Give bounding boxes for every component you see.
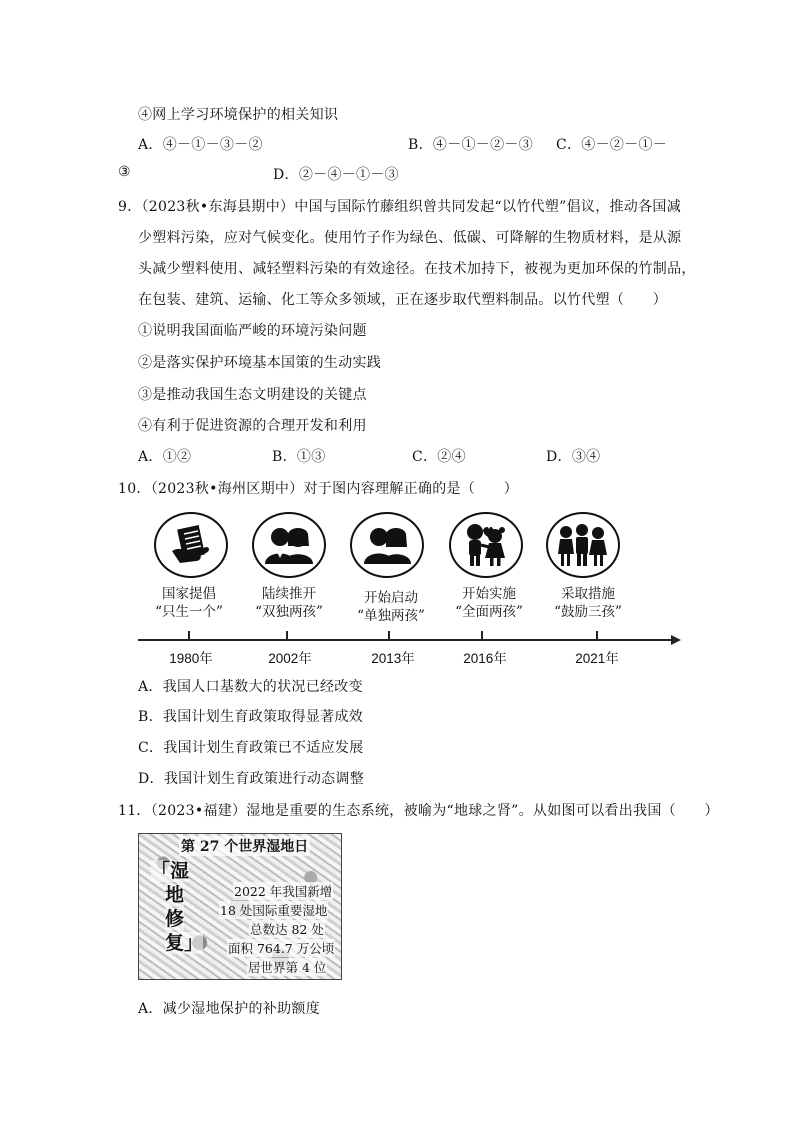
q9-stem-line-4: 在包装、建筑、运输、化工等众多领域，正在逐步取代塑料制品。以竹代塑（ ） — [138, 292, 668, 308]
q8-option-a: A．④－①－③－② — [138, 137, 263, 153]
q9-item-3: ③是推动我国生态文明建设的关键点 — [138, 387, 367, 403]
poster-big-text: 地 — [165, 884, 185, 906]
couple-icon — [350, 512, 424, 578]
q8-item-4: ④网上学习环境保护的相关知识 — [138, 107, 339, 123]
timeline-caption-4: 开始实施 — [462, 586, 516, 602]
timeline-year-2013: 2013年 — [371, 651, 415, 666]
q9-item-1: ①说明我国面临严峻的环境污染问题 — [138, 323, 367, 339]
q8-option-b: B．④－①－②－③ — [408, 137, 533, 153]
q10-stem: 10．（2023秋•海州区期中）对于图内容理解正确的是（ ） — [118, 481, 518, 497]
timeline-year-2016: 2016年 — [463, 651, 507, 666]
timeline-year-2021: 2021年 — [575, 651, 619, 666]
q11-option-a: A．减少湿地保护的补助额度 — [138, 1001, 321, 1017]
q11-stem: 11．（2023•福建）湿地是重要的生态系统，被喻为“地球之肾”。从如图可以看出我国（ ） — [118, 803, 719, 819]
couple-icon — [252, 512, 326, 578]
timeline-year-1980: 1980年 — [169, 651, 213, 666]
q8-option-c-cont: ③ — [118, 164, 131, 180]
poster-line: 居世界第 4 位 — [248, 960, 327, 975]
timeline-caption-3: 开始启动 — [364, 590, 418, 606]
timeline-tick — [481, 631, 483, 640]
q9-option-c: C．②④ — [412, 449, 466, 465]
timeline-caption-3-policy: “单独两孩” — [357, 608, 425, 624]
timeline-caption-5-policy: “鼓励三孩” — [554, 604, 622, 620]
timeline-arrow-icon — [671, 635, 681, 645]
poster-line: 总数达 82 处 — [250, 922, 324, 937]
timeline-year-2002: 2002年 — [268, 651, 312, 666]
q10-option-b: B．我国计划生育政策取得显著成效 — [138, 709, 364, 725]
timeline-caption-4-policy: “全面两孩” — [455, 604, 523, 620]
poster-line: 18 处国际重要湿地 — [220, 903, 328, 918]
timeline-tick — [596, 631, 598, 640]
q9-item-4: ④有利于促进资源的合理开发和利用 — [138, 418, 367, 434]
q10-option-d: D．我国计划生育政策进行动态调整 — [138, 771, 365, 787]
poster-line: 2022 年我国新增 — [234, 884, 333, 899]
q9-option-b: B．①③ — [272, 449, 326, 465]
q8-option-d: D．②－④－①－③ — [273, 167, 399, 183]
poster-big-text: 复」 — [165, 932, 204, 954]
poster-title: 第 27 个世界湿地日 — [179, 836, 310, 856]
q9-stem-line-3: 头减少塑料使用、减轻塑料污染的有效途径。在技术加持下，被视为更加环保的竹制品， — [138, 261, 696, 277]
timeline-caption-2-policy: “双独两孩” — [255, 604, 323, 620]
poster-big-text: 修 — [165, 908, 185, 930]
q9-stem-line-1: 9．（2023秋•东海县期中）中国与国际竹藤组织曾共同发起“以竹代塑”倡议，推动各国减 — [118, 199, 682, 215]
q9-option-d: D．③④ — [546, 449, 601, 465]
q10-option-c: C．我国计划生育政策已不适应发展 — [138, 740, 364, 756]
q10-option-a: A．我国人口基数大的状况已经改变 — [138, 679, 363, 695]
timeline-caption-1: 国家提倡 — [162, 586, 216, 602]
wetland-day-poster — [138, 833, 342, 980]
timeline-caption-5: 采取措施 — [561, 586, 615, 602]
policy-timeline-figure — [138, 508, 683, 668]
timeline-tick — [388, 631, 390, 640]
document-hand-icon — [154, 512, 228, 578]
q9-option-a: A．①② — [138, 449, 192, 465]
three-children-icon — [546, 512, 620, 578]
timeline-tick — [188, 631, 190, 640]
timeline-caption-1-policy: “只生一个” — [155, 604, 223, 620]
q9-stem-line-2: 少塑料污染，应对气候变化。使用竹子作为绿色、低碳、可降解的生物质材料，是从源 — [138, 230, 682, 246]
q9-item-2: ②是落实保护环境基本国策的生动实践 — [138, 355, 382, 371]
poster-big-text: 「湿 — [151, 860, 190, 882]
timeline-caption-2: 陆续推开 — [262, 586, 316, 602]
poster-line: 面积 764.7 万公顷 — [228, 941, 335, 956]
q8-option-c: C．④－②－①－ — [556, 137, 668, 153]
two-children-icon — [449, 512, 523, 578]
timeline-tick — [286, 631, 288, 640]
